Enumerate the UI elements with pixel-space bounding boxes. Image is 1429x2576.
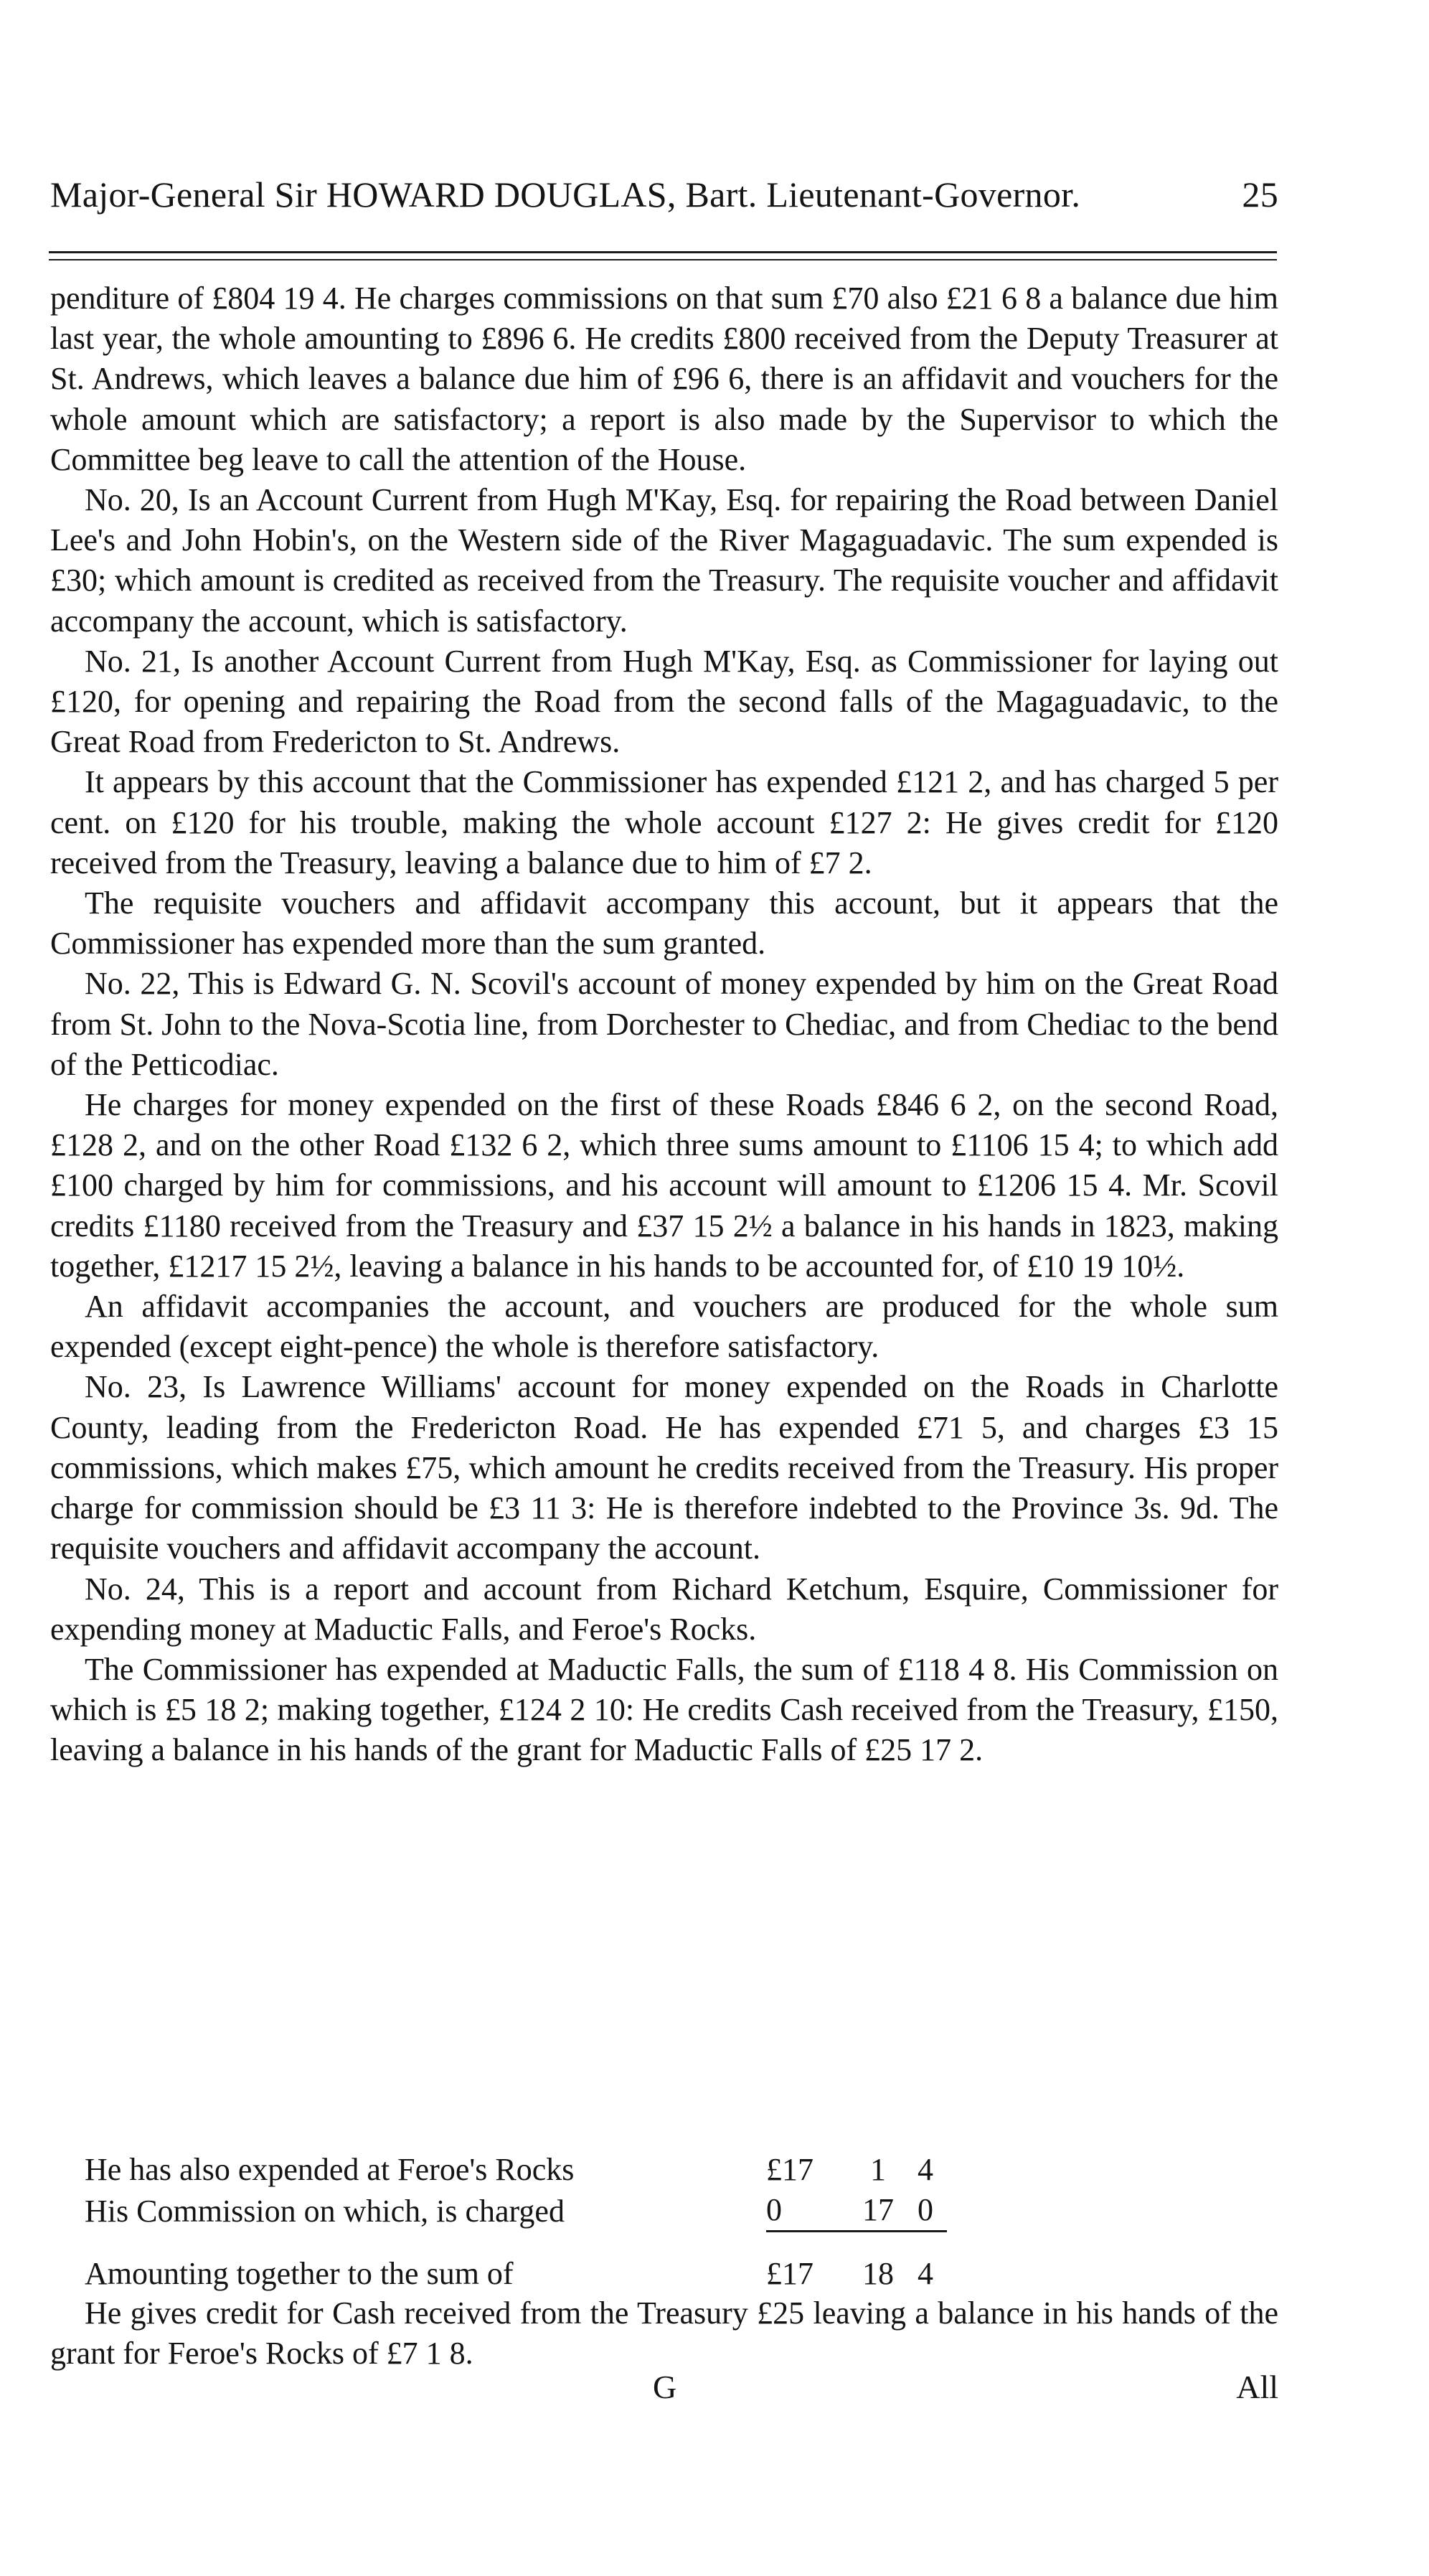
page-number: 25 [1242, 174, 1278, 215]
paragraph: No. 24, This is a report and account from Richard Ketchum, Esquire, Commissioner for expending money at Maductic Falls, and Feroe's Rocks. [50, 1571, 1278, 1647]
paragraph: No. 23, Is Lawrence Williams' account for money expended on the Roads in Charlotte County, leading from the Fredericton Road. He has expended £71 5, and charges £3 15 commissions, which makes £75, which amount he credits received from the Treasury. His proper charge for commission should be £3 11 3: He is therefore indebted to the Province 3s. 9d. The requisite vouchers and affidavit accompany the account. [50, 1369, 1278, 1566]
summary-row [85, 2150, 947, 2190]
paragraph: The Commissioner has expended at Maductic Falls, the sum of £118 4 8. His Commission on which is £5 18 2; making together, £124 2 10: He credits Cash received from the Treasury, £150, leaving a balance in his hands of the grant for Maductic Falls of £25 17 2. [50, 1651, 1278, 1768]
summary-label: Amounting together to the sum of [85, 2256, 514, 2291]
summary-pounds: £17 [766, 2256, 813, 2291]
closing-text [50, 2293, 1278, 2374]
paragraph: It appears by this account that the Commissioner has expended £121 2, and has charged 5 per cent. on £120 for his trouble, making the whole account £127 2: He gives credit for £120 received from the Treasury, leaving a balance due to him of £7 2. [50, 764, 1278, 880]
summary-label: His Commission on which, is charged [85, 2193, 565, 2229]
summary-pence: 4 [918, 2256, 933, 2291]
header-rule-top [49, 251, 1277, 253]
paragraph: An affidavit accompanies the account, and vouchers are produced for the whole sum expended (except eight-pence) the whole is therefore satisfactory. [50, 1289, 1278, 1365]
summary-pence: 0 [904, 2190, 947, 2232]
paragraph: No. 21, Is another Account Current from Hugh M'Kay, Esq. as Commissioner for laying out £120, for opening and repairing the Road from the second falls of the Magaguadavic, to the Great Road from Fredericton to St. Andrews. [50, 643, 1278, 760]
paragraph: penditure of £804 19 4. He charges commissions on that sum £70 also £21 6 8 a balance due him last year, the whole amounting to £896 6. He credits £800 received from the Deputy Treasurer at St. Andrews, which leaves a balance due him of £96 6, there is an affidavit and vouchers for the whole amount which are satisfactory; a report is also made by the Supervisor to which the Committee beg leave to call the attention of the House. [50, 281, 1278, 477]
paragraph: The requisite vouchers and affidavit accompany this account, but it appears that the Commissioner has expended more than the sum granted. [50, 885, 1278, 962]
summary-shillings: 17 [852, 2190, 904, 2232]
summary-shillings: 1 [870, 2152, 886, 2187]
signature-mark: G [653, 2369, 677, 2405]
paragraph: He charges for money expended on the first of these Roads £846 6 2, on the second Road, £128 2, and on the other Road £132 6 2, which three sums amount to £1106 15 4; to which add £100 charged by him for commissions, and his account will amount to £1206 15 4. Mr. Scovil credits £1180 received from the Treasury and £37 15 2½ a balance in his hands in 1823, making together, £1217 15 2½, leaving a balance in his hands to be accounted for, of £10 19 10½. [50, 1087, 1278, 1284]
summary-shillings: 18 [862, 2256, 894, 2291]
paragraph: No. 20, Is an Account Current from Hugh M'Kay, Esq. for repairing the Road between Daniel Lee's and John Hobin's, on the Western side of the River Magaguadavic. The sum expended is £30; which amount is credited as received from the Treasury. The requisite voucher and affidavit accompany the account, which is satisfactory. [50, 482, 1278, 639]
summary-pounds: 0 [766, 2190, 852, 2232]
summary-row [85, 2190, 947, 2232]
paragraph: He gives credit for Cash received from the Treasury £25 leaving a balance in his hands of the grant for Feroe's Rocks of £7 1 8. [50, 2295, 1278, 2371]
catchword: All [1236, 2369, 1278, 2405]
summary-total-row [85, 2254, 947, 2294]
paragraph: No. 22, This is Edward G. N. Scovil's account of money expended by him on the Great Road from St. John to the Nova-Scotia line, from Dorchester to Chediac, and from Chediac to the bend of the Petticodiac. [50, 966, 1278, 1082]
account-summary-table [85, 2150, 947, 2294]
summary-label: He has also expended at Feroe's Rocks [85, 2152, 575, 2187]
running-header [50, 174, 1278, 215]
summary-pence: 4 [918, 2152, 933, 2187]
header-rule-bottom [49, 259, 1277, 260]
summary-pounds: £17 [766, 2152, 813, 2187]
summary-spacer [85, 2232, 947, 2255]
header-title: Major-General Sir HOWARD DOUGLAS, Bart. Lieutenant-Governor. [50, 174, 1081, 215]
body-text [50, 278, 1278, 1771]
